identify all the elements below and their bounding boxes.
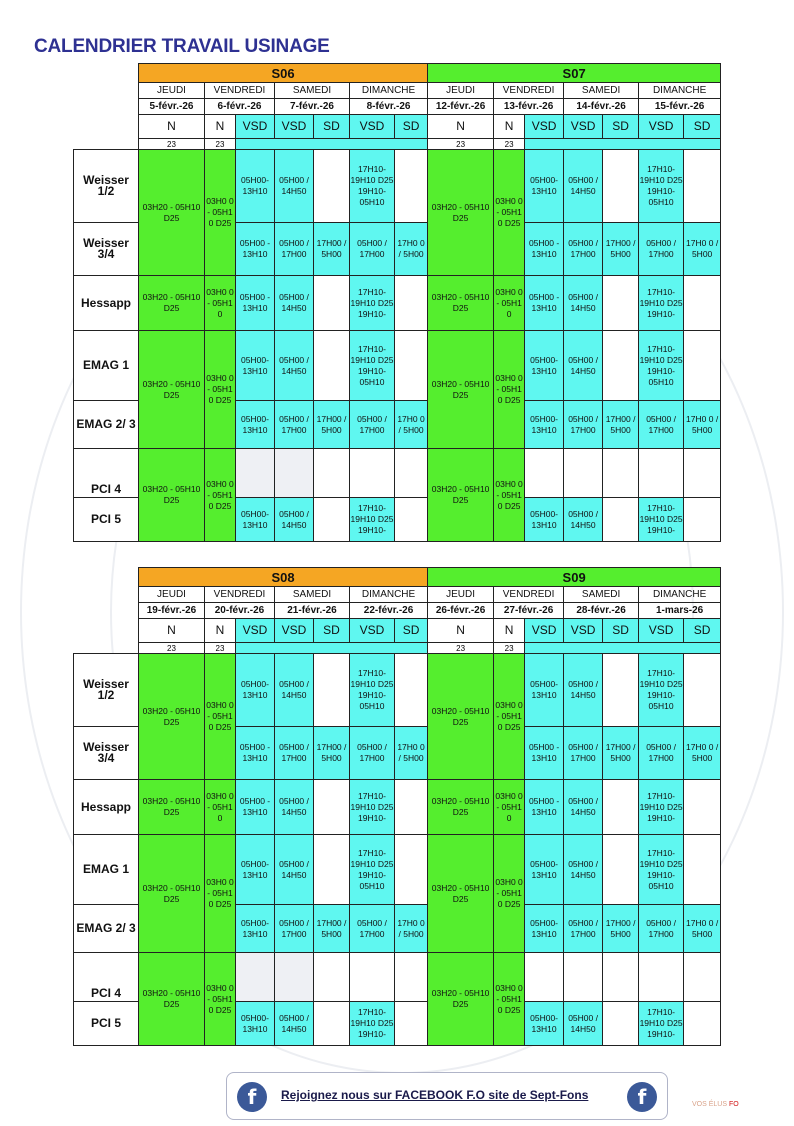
schedule-cell: 05H00- 13H10	[236, 331, 275, 401]
shift-code: VSD	[639, 115, 684, 139]
machine-label: PCI 4	[74, 449, 139, 498]
date-header: 27-févr.-26	[494, 603, 564, 619]
schedule-cell: 05H00 / 17H00	[275, 223, 314, 276]
schedule-cell: 05H00- 13H10	[236, 401, 275, 449]
shift-code: VSD	[525, 115, 564, 139]
schedule-cell: 05H00 / 14H50	[564, 150, 603, 223]
schedule-cell: 03H0 0 - 05H1 0 D25	[494, 150, 525, 276]
date-header: 19-févr.-26	[139, 603, 205, 619]
shift-code: VSD	[525, 619, 564, 643]
machine-label: Weisser 3/4	[74, 727, 139, 780]
schedule-cell: 05H00- 13H10	[525, 150, 564, 223]
shift-code: SD	[395, 619, 428, 643]
date-header: 8-févr.-26	[350, 99, 428, 115]
date-header: 7-févr.-26	[275, 99, 350, 115]
schedule-cell: 05H00 / 14H50	[564, 276, 603, 331]
vos-elus-fo: VOS ÉLUS FO	[692, 1101, 739, 1108]
schedule-cell: 05H00 / 17H00	[639, 401, 684, 449]
schedule-cell: 03H20 - 05H10 D25	[428, 276, 494, 331]
schedule-cell: 05H00- 13H10	[236, 835, 275, 905]
shift-code: VSD	[350, 115, 395, 139]
schedule-cell: 05H00 / 17H00	[275, 401, 314, 449]
shift-code: SD	[395, 115, 428, 139]
date-header: 26-févr.-26	[428, 603, 494, 619]
machine-label: Hessapp	[74, 780, 139, 835]
shift-code: VSD	[236, 619, 275, 643]
schedule-cell: 05H00 / 17H00	[639, 223, 684, 276]
schedule-cell: 17H0 0 / 5H00	[395, 905, 428, 953]
shift-code: SD	[603, 619, 639, 643]
date-header: 22-févr.-26	[350, 603, 428, 619]
machine-label: PCI 5	[74, 498, 139, 542]
machine-label: PCI 5	[74, 1002, 139, 1046]
schedule-cell: 05H00 / 14H50	[564, 1002, 603, 1046]
headcount: 23	[494, 643, 525, 654]
date-header: 1-mars-26	[639, 603, 721, 619]
schedule-cell: 03H0 0 - 05H1 0 D25	[205, 150, 236, 276]
headcount: 23	[205, 139, 236, 150]
shift-code: N	[139, 115, 205, 139]
day-header: VENDREDI	[205, 587, 275, 603]
schedule-cell: 17H10- 19H10 D25 19H10-	[350, 498, 395, 542]
schedule-cell: 17H00 / 5H00	[314, 401, 350, 449]
day-header: JEUDI	[428, 83, 494, 99]
schedule-cell: 05H00 / 14H50	[564, 331, 603, 401]
shift-code: VSD	[564, 115, 603, 139]
schedule-cell: 03H0 0 - 05H1 0 D25	[494, 449, 525, 542]
day-header: DIMANCHE	[639, 83, 721, 99]
schedule-cell: 17H0 0 / 5H00	[395, 727, 428, 780]
date-header: 13-févr.-26	[494, 99, 564, 115]
day-header: VENDREDI	[494, 83, 564, 99]
day-header: SAMEDI	[275, 83, 350, 99]
schedule-cell: 03H20 - 05H10 D25	[428, 331, 494, 449]
schedule-cell: 05H00 - 13H10	[525, 276, 564, 331]
shift-code: N	[205, 115, 236, 139]
day-header: DIMANCHE	[350, 587, 428, 603]
schedule-cell: 17H00 / 5H00	[314, 905, 350, 953]
shift-code: N	[139, 619, 205, 643]
schedule-cell: 17H10- 19H10 D25 19H10-	[639, 498, 684, 542]
schedule-cell: 17H00 / 5H00	[603, 905, 639, 953]
schedule-cell: 05H00 / 14H50	[275, 498, 314, 542]
headcount: 23	[494, 139, 525, 150]
schedule-cell: 17H10- 19H10 D25 19H10- 05H10	[350, 835, 395, 905]
schedule-cell: 03H20 - 05H10 D25	[139, 449, 205, 542]
week-header-b: S09	[428, 568, 721, 587]
schedule-cell: 03H20 - 05H10 D25	[428, 654, 494, 780]
day-header: SAMEDI	[564, 587, 639, 603]
schedule-cell: 05H00 / 17H00	[350, 905, 395, 953]
schedule-cell: 05H00 - 13H10	[525, 780, 564, 835]
day-header: VENDREDI	[205, 83, 275, 99]
schedule-cell: 03H0 0 - 05H1 0 D25	[205, 654, 236, 780]
date-header: 6-févr.-26	[205, 99, 275, 115]
schedule-cell: 05H00 / 14H50	[564, 498, 603, 542]
shift-code: SD	[684, 115, 721, 139]
schedule-cell: 17H10- 19H10 D25 19H10-	[639, 276, 684, 331]
schedule-cell: 05H00 / 17H00	[350, 223, 395, 276]
day-header: JEUDI	[139, 587, 205, 603]
schedule-cell: 03H20 - 05H10 D25	[428, 780, 494, 835]
schedule-cell: 03H20 - 05H10 D25	[428, 835, 494, 953]
schedule-cell: 17H10- 19H10 D25 19H10-	[639, 780, 684, 835]
headcount: 23	[428, 139, 494, 150]
schedule-cell: 05H00 / 14H50	[564, 780, 603, 835]
schedule-cell: 17H0 0 / 5H00	[684, 223, 721, 276]
schedule-cell: 05H00- 13H10	[525, 1002, 564, 1046]
schedule-cell: 05H00 / 17H00	[639, 727, 684, 780]
machine-label: Hessapp	[74, 276, 139, 331]
schedule-cell: 05H00 / 14H50	[275, 276, 314, 331]
shift-code: N	[428, 115, 494, 139]
schedule-cell: 05H00 / 14H50	[564, 835, 603, 905]
schedule-cell: 05H00 / 14H50	[275, 780, 314, 835]
schedule-cell: 17H10- 19H10 D25 19H10-	[350, 1002, 395, 1046]
day-header: JEUDI	[139, 83, 205, 99]
day-header: VENDREDI	[494, 587, 564, 603]
schedule-cell: 05H00 - 13H10	[525, 727, 564, 780]
schedule-cell: 17H10- 19H10 D25 19H10- 05H10	[350, 654, 395, 727]
shift-code: VSD	[275, 619, 314, 643]
day-header: SAMEDI	[564, 83, 639, 99]
date-header: 5-févr.-26	[139, 99, 205, 115]
schedule-cell: 17H0 0 / 5H00	[684, 727, 721, 780]
schedule-cell: 05H00- 13H10	[525, 331, 564, 401]
schedule-cell: 03H20 - 05H10 D25	[428, 449, 494, 542]
schedule-cell: 05H00 / 14H50	[275, 1002, 314, 1046]
schedule-cell: 03H20 - 05H10 D25	[139, 835, 205, 953]
schedule-cell: 17H10- 19H10 D25 19H10-	[350, 780, 395, 835]
schedule-cell: 05H00- 13H10	[525, 654, 564, 727]
schedule-cell: 05H00 / 17H00	[564, 223, 603, 276]
facebook-banner[interactable]	[226, 1072, 668, 1120]
schedule-cell: 05H00 / 14H50	[275, 835, 314, 905]
headcount: 23	[205, 643, 236, 654]
machine-label: EMAG 1	[74, 331, 139, 401]
schedule-cell: 17H0 0 / 5H00	[684, 905, 721, 953]
schedule-cell: 03H20 - 05H10 D25	[428, 150, 494, 276]
schedule-cell: 05H00 - 13H10	[236, 780, 275, 835]
schedule-cell: 03H20 - 05H10 D25	[139, 331, 205, 449]
schedule-cell: 17H10- 19H10 D25 19H10-	[350, 276, 395, 331]
machine-label: EMAG 1	[74, 835, 139, 905]
schedule-cell: 05H00 - 13H10	[236, 223, 275, 276]
schedule-cell: 03H0 0 - 05H1 0	[494, 780, 525, 835]
schedule-cell: 17H00 / 5H00	[314, 223, 350, 276]
schedule-cell: 17H0 0 / 5H00	[395, 401, 428, 449]
schedule-cell: 17H10- 19H10 D25 19H10- 05H10	[350, 331, 395, 401]
headcount: 23	[139, 139, 205, 150]
shift-code: N	[205, 619, 236, 643]
schedule-cell: 05H00- 13H10	[236, 1002, 275, 1046]
date-header: 28-févr.-26	[564, 603, 639, 619]
machine-label: EMAG 2/ 3	[74, 401, 139, 449]
schedule-cell: 05H00 / 17H00	[275, 905, 314, 953]
schedule-block-s08-s09	[73, 567, 720, 1046]
schedule-cell: 05H00 / 14H50	[275, 331, 314, 401]
schedule-cell: 05H00- 13H10	[236, 654, 275, 727]
schedule-cell: 05H00- 13H10	[236, 905, 275, 953]
shift-code: SD	[684, 619, 721, 643]
schedule-cell: 05H00- 13H10	[525, 498, 564, 542]
machine-label: Weisser 1/2	[74, 654, 139, 727]
machine-label: Weisser 3/4	[74, 223, 139, 276]
schedule-cell: 03H0 0 - 05H1 0 D25	[205, 331, 236, 449]
schedule-cell: 05H00 / 14H50	[275, 150, 314, 223]
shift-code: SD	[603, 115, 639, 139]
shift-code: VSD	[639, 619, 684, 643]
date-header: 21-févr.-26	[275, 603, 350, 619]
headcount: 23	[428, 643, 494, 654]
day-header: JEUDI	[428, 587, 494, 603]
schedule-cell: 17H00 / 5H00	[603, 401, 639, 449]
schedule-cell: 05H00 / 17H00	[564, 905, 603, 953]
date-header: 12-févr.-26	[428, 99, 494, 115]
shift-code: N	[428, 619, 494, 643]
schedule-cell: 05H00 / 17H00	[564, 401, 603, 449]
schedule-cell: 17H10- 19H10 D25 19H10- 05H10	[639, 835, 684, 905]
headcount: 23	[139, 643, 205, 654]
schedule-cell: 05H00 - 13H10	[236, 276, 275, 331]
schedule-cell: 05H00 / 17H00	[564, 727, 603, 780]
shift-code: VSD	[275, 115, 314, 139]
schedule-cell: 05H00 / 14H50	[275, 654, 314, 727]
schedule-cell: 17H0 0 / 5H00	[395, 223, 428, 276]
schedule-cell: 03H0 0 - 05H1 0 D25	[205, 953, 236, 1046]
shift-code: SD	[314, 115, 350, 139]
shift-code: VSD	[350, 619, 395, 643]
shift-code: N	[494, 115, 525, 139]
schedule-cell: 03H20 - 05H10 D25	[139, 953, 205, 1046]
schedule-cell: 17H10- 19H10 D25 19H10- 05H10	[639, 150, 684, 223]
schedule-cell: 03H0 0 - 05H1 0	[205, 276, 236, 331]
schedule-cell: 17H00 / 5H00	[603, 727, 639, 780]
schedule-cell: 05H00- 13H10	[236, 150, 275, 223]
machine-label: Weisser 1/2	[74, 150, 139, 223]
facebook-icon: f	[627, 1082, 657, 1112]
schedule-cell: 05H00 / 17H00	[350, 401, 395, 449]
page-title: CALENDRIER TRAVAIL USINAGE	[34, 36, 330, 57]
schedule-cell: 03H0 0 - 05H1 0	[494, 276, 525, 331]
shift-code: SD	[314, 619, 350, 643]
schedule-block-s06-s07	[73, 63, 720, 542]
date-header: 20-févr.-26	[205, 603, 275, 619]
week-header-b: S07	[428, 64, 721, 83]
schedule-cell: 17H10- 19H10 D25 19H10- 05H10	[350, 150, 395, 223]
day-header: SAMEDI	[275, 587, 350, 603]
machine-label: EMAG 2/ 3	[74, 905, 139, 953]
week-header-a: S06	[139, 64, 428, 83]
schedule-cell: 17H10- 19H10 D25 19H10- 05H10	[639, 331, 684, 401]
schedule-cell: 05H00 / 17H00	[275, 727, 314, 780]
schedule-cell: 05H00- 13H10	[525, 401, 564, 449]
schedule-cell: 03H0 0 - 05H1 0 D25	[494, 835, 525, 953]
schedule-cell: 05H00 - 13H10	[236, 727, 275, 780]
schedule-cell: 03H20 - 05H10 D25	[139, 276, 205, 331]
schedule-cell: 03H0 0 - 05H1 0 D25	[494, 654, 525, 780]
schedule-cell: 05H00- 13H10	[525, 835, 564, 905]
week-header-a: S08	[139, 568, 428, 587]
schedule-cell: 03H0 0 - 05H1 0 D25	[205, 449, 236, 542]
schedule-cell: 17H10- 19H10 D25 19H10- 05H10	[639, 654, 684, 727]
schedule-cell: 17H0 0 / 5H00	[684, 401, 721, 449]
shift-code: N	[494, 619, 525, 643]
day-header: DIMANCHE	[639, 587, 721, 603]
schedule-cell: 03H0 0 - 05H1 0 D25	[494, 331, 525, 449]
shift-code: VSD	[564, 619, 603, 643]
schedule-cell: 17H00 / 5H00	[603, 223, 639, 276]
schedule-cell: 03H0 0 - 05H1 0 D25	[205, 835, 236, 953]
schedule-cell: 03H20 - 05H10 D25	[139, 654, 205, 780]
schedule-cell: 03H0 0 - 05H1 0 D25	[494, 953, 525, 1046]
schedule-cell: 03H0 0 - 05H1 0	[205, 780, 236, 835]
facebook-icon: f	[237, 1082, 267, 1112]
machine-label: PCI 4	[74, 953, 139, 1002]
schedule-cell: 05H00 / 17H00	[639, 905, 684, 953]
schedule-cell: 17H10- 19H10 D25 19H10-	[639, 1002, 684, 1046]
shift-code: VSD	[236, 115, 275, 139]
schedule-cell: 03H20 - 05H10 D25	[139, 150, 205, 276]
day-header: DIMANCHE	[350, 83, 428, 99]
schedule-cell: 05H00- 13H10	[525, 905, 564, 953]
schedule-cell: 03H20 - 05H10 D25	[139, 780, 205, 835]
schedule-cell: 05H00 / 14H50	[564, 654, 603, 727]
schedule-cell: 05H00- 13H10	[236, 498, 275, 542]
date-header: 15-févr.-26	[639, 99, 721, 115]
schedule-cell: 03H20 - 05H10 D25	[428, 953, 494, 1046]
schedule-cell: 05H00 - 13H10	[525, 223, 564, 276]
schedule-cell: 17H00 / 5H00	[314, 727, 350, 780]
schedule-cell: 05H00 / 17H00	[350, 727, 395, 780]
date-header: 14-févr.-26	[564, 99, 639, 115]
facebook-link[interactable]: Rejoignez nous sur FACEBOOK F.O site de Sept-Fons	[281, 1088, 589, 1102]
